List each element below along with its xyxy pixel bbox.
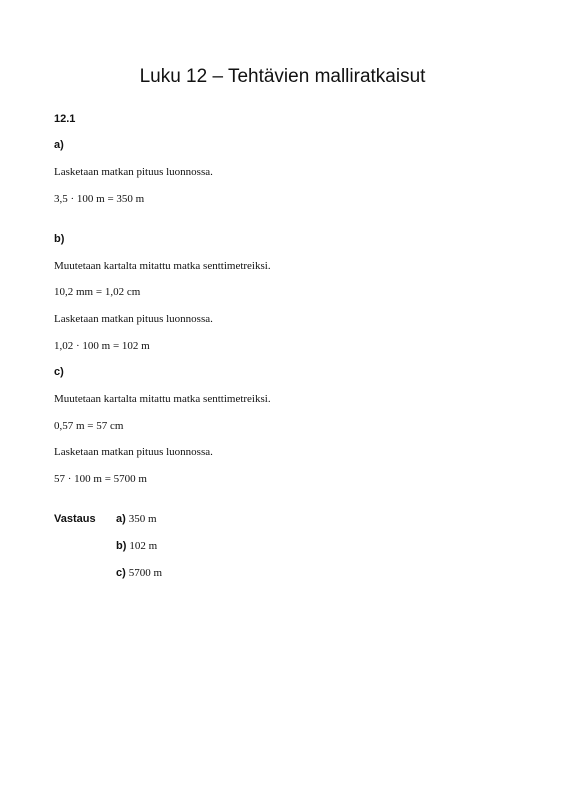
part-c-label: c) bbox=[54, 366, 64, 378]
part-b-label: b) bbox=[54, 233, 65, 245]
answer-key-c: c) bbox=[116, 567, 126, 579]
part-c-line-2: 0,57 m = 57 cm bbox=[54, 420, 124, 432]
answer-item-a bbox=[116, 513, 157, 525]
part-b-line-1: Muutetaan kartalta mitattu matka senttimetreiksi. bbox=[54, 260, 271, 272]
answer-key-b: b) bbox=[116, 540, 127, 552]
answer-item-b bbox=[116, 540, 157, 552]
answer-value-c: 5700 m bbox=[128, 567, 163, 579]
answer-value-b: 102 m bbox=[129, 540, 158, 552]
page-title: Luku 12 – Tehtävien malliratkaisut bbox=[139, 66, 426, 87]
part-c-line-3: Lasketaan matkan pituus luonnossa. bbox=[54, 446, 213, 458]
part-c-line-4: 57 · 100 m = 5700 m bbox=[54, 473, 147, 485]
part-b-line-2: 10,2 mm = 1,02 cm bbox=[54, 286, 141, 298]
part-a-label: a) bbox=[54, 139, 64, 151]
answer-value-a: 350 m bbox=[128, 513, 157, 525]
part-a-line-1: Lasketaan matkan pituus luonnossa. bbox=[54, 166, 213, 178]
answer-item-c bbox=[116, 567, 162, 579]
answer-label: Vastaus bbox=[54, 513, 96, 525]
part-b-line-4: 1,02 · 100 m = 102 m bbox=[54, 340, 150, 352]
part-b-line-3: Lasketaan matkan pituus luonnossa. bbox=[54, 313, 213, 325]
part-a-line-2: 3,5 · 100 m = 350 m bbox=[54, 193, 145, 205]
exercise-number: 12.1 bbox=[54, 113, 76, 125]
part-c-line-1: Muutetaan kartalta mitattu matka senttimetreiksi. bbox=[54, 393, 271, 405]
answer-key-a: a) bbox=[116, 513, 126, 525]
